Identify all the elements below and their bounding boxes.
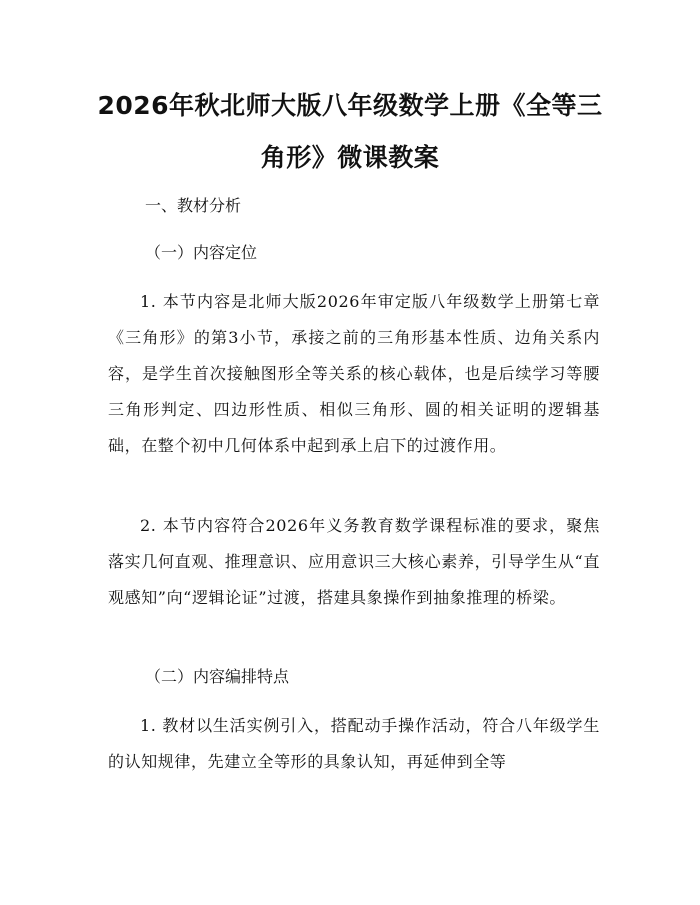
section-heading-textbook-analysis: 一、教材分析 — [145, 196, 242, 215]
title-line-1: 2026年秋北师大版八年级数学上册《全等三 — [97, 91, 603, 120]
paragraph-content-position-2: 2. 本节内容符合2026年义务教育数学课程标准的要求，聚焦落实几何直观、推理意识、应用意识三大核心素养，引导学生从“直观感知”向“逻辑论证”过渡，搭建具象操作到抽象推理的桥梁。 — [108, 516, 600, 607]
subsection-heading-arrangement: （二）内容编排特点 — [145, 667, 290, 686]
document-title — [90, 80, 610, 184]
subsection-heading-content-position: （一）内容定位 — [145, 243, 258, 262]
title-line-2: 角形》微课教案 — [260, 143, 440, 172]
paragraph-content-position-1: 1. 本节内容是北师大版2026年审定版八年级数学上册第七章《三角形》的第3小节，承接之前的三角形基本性质、边角关系内容，是学生首次接触图形全等关系的核心载体，也是后续学习等腰三角形判定、四边形性质、相似三角形、圆的相关证明的逻辑基础，在整个初中几何体系中起到承上启下的过渡作用。 — [108, 292, 600, 455]
paragraph-arrangement-1: 1. 教材以生活实例引入，搭配动手操作活动，符合八年级学生的认知规律，先建立全等形的具象认知，再延伸到全等 — [108, 716, 600, 771]
